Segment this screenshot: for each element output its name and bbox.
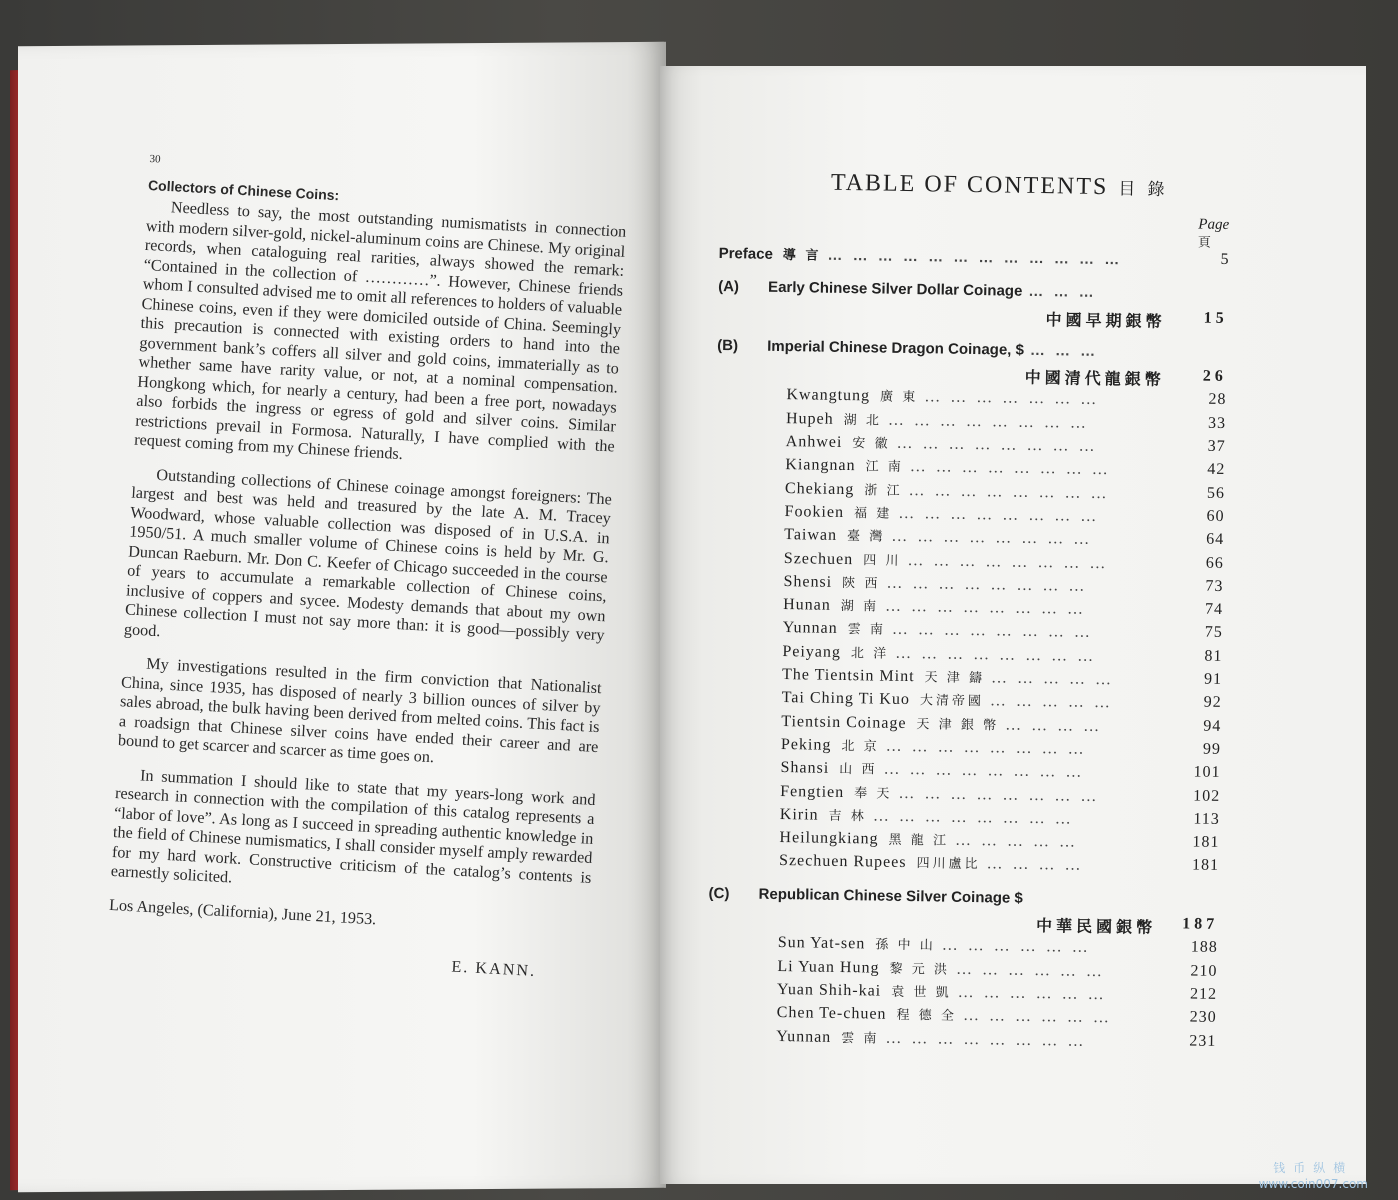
toc-item-name: Hunan	[783, 596, 831, 614]
toc-item-cn: 湖 北	[843, 411, 883, 428]
toc-item-name: Hupeh	[785, 409, 834, 428]
toc-item-name: Peiyang	[782, 642, 842, 661]
toc-item-cn: 天 津 鑄	[924, 669, 986, 686]
toc-dots: … … … … … … … …	[883, 760, 1085, 782]
toc-label: Preface	[718, 244, 774, 263]
toc-page: 188	[1190, 938, 1218, 957]
toc-dots: … … … … … … … …	[872, 807, 1074, 828]
toc-dots: … … … … … … … …	[885, 1029, 1087, 1050]
toc-page: 42	[1207, 461, 1226, 479]
toc-sections	[706, 266, 1248, 1056]
toc-page: 181	[1191, 856, 1220, 875]
toc-dots: … … … … … … … …	[884, 597, 1087, 618]
toc-dots: … … … … … … … …	[887, 411, 1090, 432]
toc-page: 56	[1206, 484, 1226, 502]
toc-item-name: Shansi	[780, 759, 830, 778]
toc-dots: … … … …	[1005, 716, 1103, 735]
toc-page: 94	[1203, 717, 1222, 735]
toc-item-name: Kirin	[779, 805, 819, 824]
toc-section-letter: (A)	[718, 278, 740, 296]
page-label: Page	[1198, 216, 1230, 234]
toc-item-cn: 四 川	[863, 551, 902, 568]
toc-page: 33	[1207, 414, 1227, 432]
toc-page: 212	[1189, 985, 1218, 1003]
toc-dots: … … … … …	[954, 831, 1079, 851]
toc-dots: … … …	[1028, 283, 1097, 302]
toc-item-name: Yuan Shih-kai	[776, 980, 882, 1000]
signature: E. KANN.	[451, 957, 537, 981]
toc-item-cn: 吉 林	[828, 807, 868, 824]
toc-section-letter: (C)	[708, 884, 730, 902]
table-of-contents	[706, 168, 1250, 1056]
toc-dots: … … … … … …	[955, 960, 1106, 980]
toc-item-name: Shensi	[783, 572, 833, 591]
toc-page: 26	[1202, 367, 1227, 386]
toc-dots: … … … … … … … …	[898, 784, 1100, 805]
page-number: 30	[149, 152, 161, 166]
toc-page: 73	[1205, 577, 1224, 595]
toc-item-cn: 安 徽	[852, 435, 891, 451]
toc-dots: … … … … … … … …	[886, 574, 1088, 595]
toc-dots: … … …	[1029, 341, 1099, 360]
toc-dots: … … … … … … … …	[891, 528, 1093, 549]
toc-section-label: Early Chinese Silver Dollar Coinage	[767, 279, 1023, 301]
toc-section-cn: 中國清代龍銀幣	[1024, 370, 1165, 390]
toc-section-label: Republican Chinese Silver Coinage $	[758, 885, 1023, 907]
toc-page: 181	[1192, 833, 1220, 852]
toc-item-cn: 程 德 全	[896, 1007, 958, 1024]
toc-page: 37	[1207, 437, 1226, 456]
toc-item-cn: 廣 東	[879, 389, 919, 405]
toc-item-cn: 黎 元 洪	[889, 960, 951, 977]
toc-page: 5	[1220, 250, 1229, 268]
toc-item-name: Fengtien	[780, 782, 845, 801]
toc-page: 28	[1208, 391, 1227, 409]
toc-page: 231	[1189, 1031, 1217, 1050]
toc-page: 102	[1193, 787, 1221, 805]
toc-item-cn: 山 西	[839, 761, 878, 777]
toc-section-cn: 中國早期銀幣	[1045, 311, 1166, 331]
toc-dots: … … … … … … … …	[898, 504, 1100, 525]
left-page-text	[106, 150, 629, 984]
toc-page: 92	[1203, 694, 1222, 712]
toc-dots: … … … … …	[990, 669, 1115, 689]
paragraph-1: Needless to say, the most outstanding numismatists in connection with modern silver-gold, nickel-aluminum coins are Chinese. My original records, when cataloguing real rarities, always showed the remark: “Contained in the collection of …………”. However, Chinese friends whom I consulted advised me to omit all references to holders of valuable Chinese coins, even if they were domiciled outside of China. Seemingly this precaution is connected with existing orders to hand into the government bank’s coffers all silver and gold coins, immaterially as to whether same have rarity value, or not, at a nominal compensation. Hongkong which, for nearly a century, had been a free port, nowadays also forbids the ingress or egress of gold and silver coins. Similar restrictions prevail in Formosa. Naturally, I have complied with the request coming from my Chinese friends.	[133, 198, 627, 464]
paragraph-2: Outstanding collections of Chinese coinage amongst foreigners: The largest and best was held and treasured by the late A. M. Tracey Woodward, whose valuable collection was disposed of in U.S.A. in 1950/51. A much smaller volume of Chinese coins is held by Mr. G. Duncan Raeburn. Mr. Don C. Keefer of Chicago succeeded in the course of years to accumulate a remarkable collection of Chinese coins, inclusive of coppers and sycee. Modesty demands that about my own Chinese collection I must not say more than: it is good—possibly very good.	[123, 465, 613, 645]
toc-dots: … … … … … … … …	[885, 737, 1087, 758]
toc-dots: … … … …	[986, 855, 1084, 875]
toc-item-cn: 陝 西	[842, 574, 881, 591]
toc-dots: … … … … … … … …	[908, 481, 1110, 502]
toc-item-name: Kiangnan	[785, 456, 856, 475]
toc-page: 66	[1205, 554, 1224, 572]
toc-item-name: The Tientsin Mint	[781, 666, 915, 686]
toc-dots: … … … … … …	[957, 983, 1107, 1004]
toc-item-cn: 北 洋	[850, 644, 890, 661]
toc-item-cn: 奉 天	[854, 784, 893, 801]
toc-item-name: Yunnan	[776, 1027, 832, 1046]
toc-item-name: Heilungkiang	[779, 829, 879, 848]
toc-item-name: Szechuen Rupees	[778, 852, 907, 872]
toc-item-name: Li Yuan Hung	[777, 957, 880, 977]
section-heading: Collectors of Chinese Coins:	[147, 176, 340, 203]
toc-section-label: Imperial Chinese Dragon Coinage, $	[767, 337, 1025, 359]
toc-page: 81	[1204, 647, 1223, 665]
toc-item-cn: 黑 龍 江	[888, 831, 950, 848]
toc-page: 15	[1203, 309, 1228, 327]
toc-page: 210	[1190, 962, 1218, 980]
date-line: Los Angeles, (California), June 21, 1953.	[108, 895, 377, 928]
toc-item-name: Kwangtung	[786, 386, 871, 405]
toc-item-name: Sun Yat-sen	[777, 934, 866, 953]
toc-section-cn: 中華民國銀幣	[1035, 918, 1157, 937]
toc-item-cn: 四川盧比	[916, 855, 981, 872]
toc-title-text: TABLE OF CONTENTS	[830, 169, 1109, 201]
toc-page: 60	[1206, 507, 1225, 525]
watermark-url: www.coin007.com	[1258, 1177, 1368, 1191]
toc-item-cn: 湖 南	[840, 598, 880, 614]
paragraph-3: My investigations resulted in the firm conviction that Nationalist China, since 1935, has disposed of nearly 3 billion ounces of silver by sales abroad, the bulk having been derived from melted coins. This fact is a roadsign that Chinese silver coins have ended their career and are bound to get scarcer and scarcer as time goes on.	[117, 654, 603, 767]
toc-item-cn: 福 建	[853, 505, 893, 521]
toc-page: 74	[1204, 600, 1224, 619]
toc-item-name: Anhwei	[785, 433, 843, 452]
toc-page: 113	[1193, 810, 1220, 828]
toc-item-name: Yunnan	[782, 619, 838, 638]
toc-label-cn: 導 言	[782, 246, 822, 263]
toc-page: 187	[1182, 915, 1219, 933]
toc-item-name: Chekiang	[784, 479, 855, 498]
toc-dots: … … … … … …	[962, 1007, 1113, 1027]
toc-item-cn: 北 京	[841, 737, 880, 754]
toc-page: 99	[1202, 740, 1222, 758]
toc-dots: … … … … … … … …	[909, 458, 1111, 479]
toc-title-cn: 目 錄	[1118, 179, 1169, 200]
toc-page: 230	[1189, 1008, 1217, 1027]
toc-dots: … … … … … … … …	[907, 551, 1109, 572]
page-label-cn: 頁	[1197, 234, 1212, 250]
toc-page: 91	[1203, 670, 1223, 688]
toc-item-name: Szechuen	[783, 549, 854, 568]
toc-page: 64	[1206, 530, 1225, 549]
toc-dots: … … … … … … … …	[896, 434, 1098, 456]
toc-page: 75	[1204, 624, 1223, 642]
toc-dots: … … … … … … …	[924, 388, 1100, 409]
toc-item-cn: 孫 中 山	[875, 936, 936, 953]
toc-page: 101	[1193, 763, 1221, 782]
toc-section-letter: (B)	[717, 336, 739, 355]
toc-item-name: Tientsin Coinage	[781, 712, 907, 732]
toc-item-cn: 江 南	[865, 458, 904, 475]
toc-dots: … … … … … … … …	[895, 644, 1097, 665]
watermark-cn: 钱币纵横	[1273, 1161, 1354, 1175]
toc-item-name: Tai Ching Ti Kuo	[781, 689, 911, 709]
toc-dots: … … … … …	[989, 692, 1114, 712]
toc-item-cn: 雲 南	[847, 621, 887, 638]
toc-item-cn: 袁 世 凱	[891, 983, 952, 1000]
toc-dots: … … … … … …	[941, 936, 1091, 957]
paragraph-4: In summation I should like to state that my years-long work and research in connection with the compilation of this catalog represents a “labor of love”. As long as I succeed in spreading authentic knowledge in the field of Chinese numismatics, I shall consider myself amply rewarded for my hard work. Constructive criticism of the catalog’s contents is earnestly solicited.	[110, 765, 597, 887]
watermark	[1259, 1160, 1368, 1192]
toc-item-cn: 雲 南	[841, 1029, 880, 1046]
toc-item-cn: 大清帝國	[919, 692, 985, 709]
toc-item-cn: 天 津 銀 幣	[916, 715, 1000, 733]
toc-dots: … … … … … … … … … … … …	[827, 246, 1123, 269]
toc-item-name: Taiwan	[784, 526, 838, 545]
toc-item-cn: 臺 灣	[846, 528, 886, 544]
toc-item-name: Chen Te-chuen	[776, 1004, 887, 1023]
toc-item-name: Fookien	[784, 503, 845, 521]
toc-item-name: Peking	[780, 735, 832, 754]
toc-item-cn: 浙 江	[864, 481, 903, 498]
toc-dots: … … … … … … … …	[891, 621, 1094, 642]
